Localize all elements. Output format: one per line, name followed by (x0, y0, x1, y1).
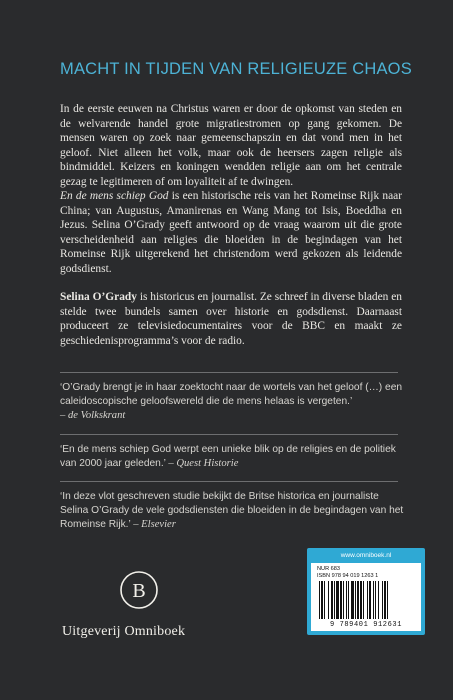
omniboek-logo-icon (118, 569, 160, 611)
barcode-stripe (384, 581, 386, 619)
summary-paragraph (60, 189, 402, 276)
publisher-logo (118, 569, 160, 616)
barcode-stripe (373, 581, 374, 619)
quote-source: – Elsevier (133, 519, 176, 530)
barcode-stripe (382, 581, 383, 619)
quote-source: – Quest Historie (168, 458, 239, 469)
divider (60, 372, 398, 373)
barcode-stripe (375, 581, 376, 619)
back-cover-text (60, 102, 402, 348)
book-title-italic: En de mens schiep God (60, 190, 169, 202)
divider (60, 434, 398, 435)
summary-text: is een historische reis van het Romeinse Rijk naar China; van Augustus, Amanirenas en Wang Mang tot Isis, Boeddha en Jezus. Selina O’Grady geeft antwoord op de vraag waarom uit die grote verscheidenheid aan religies die bloeiden in de begindagen van het Romeinse Rijk uitgerekend het christendom werd gekozen als leidende godsdienst. (60, 190, 402, 275)
barcode-stripe (357, 581, 359, 619)
barcode-stripe (343, 581, 344, 619)
barcode-stripe (340, 581, 342, 619)
barcode-stripe (324, 581, 325, 619)
author-name: Selina O’Grady (60, 291, 137, 303)
quote-text: ‘In deze vlot geschreven studie bekijkt de Britse historica en journaliste Selina O’Grady de vele godsdiensten die bloeiden in de begindagen van het Romeinse Rijk.’ (60, 491, 404, 530)
publisher-url: www.omniboek.nl (340, 552, 392, 559)
review-quote-1 (60, 381, 405, 423)
barcode-stripe (369, 581, 371, 619)
barcode-stripe (336, 581, 339, 619)
barcode-digits: 9 789401 912631 (329, 621, 402, 629)
barcode-bars (317, 581, 415, 619)
quote-source: – de Volkskrant (60, 410, 126, 421)
barcode-stripe (378, 581, 379, 619)
barcode-stripe (355, 581, 356, 619)
barcode-stripe (360, 581, 362, 619)
barcode-stripe (334, 581, 335, 619)
barcode-stripe (346, 581, 347, 619)
barcode-panel (307, 548, 425, 635)
barcode-stripe (328, 581, 329, 619)
intro-paragraph: In de eerste eeuwen na Christus waren er door de opkomst van steden en de welvarende handel grote migratiestromen op gang gekomen. De mensen waren op zoek naar gemeenschapszin en dat vond men in het geloof. Niet alleen het volk, maar ook de heersers zagen religie als bindmiddel. Keizers en koningen wendden religie aan om het centrale gezag te legitimeren of om loyaliteit af te dwingen. (60, 103, 402, 188)
barcode-stripe (348, 581, 349, 619)
review-quote-2 (60, 443, 405, 471)
headline: MACHT IN TIJDEN VAN RELIGIEUZE CHAOS (60, 60, 412, 78)
svg-text:B: B (132, 580, 146, 602)
barcode-stripe (363, 581, 364, 619)
review-quote-3 (60, 490, 405, 532)
barcode-stripe (367, 581, 368, 619)
barcode-stripe (319, 581, 320, 619)
barcode-stripe (321, 581, 323, 619)
author-paragraph (60, 290, 402, 348)
barcode-stripe (331, 581, 333, 619)
barcode-stripe (351, 581, 354, 619)
isbn-code: ISBN 978 94 019 1263 1 (317, 573, 379, 579)
barcode-stripe (387, 581, 388, 619)
divider (60, 481, 398, 482)
publisher-name: Uitgeverij Omniboek (62, 624, 186, 639)
barcode-label (311, 563, 421, 631)
quote-text: ‘En de mens schiep God werpt een unieke blik op de religies en de politiek van 2000 jaar geleden.’ (60, 444, 396, 469)
nur-code: NUR 683 (317, 566, 341, 572)
quote-text: ‘O’Grady brengt je in haar zoektocht naar de wortels van het geloof (…) een caleidoscopische geloofswereld die de mens helaas is vergeten.’ (60, 382, 403, 407)
author-bio: is historicus en journalist. Ze schreef in diverse bladen en stelde twee bundels samen over historie en godsdienst. Daarnaast produceert ze televisiedocumentaires voor de BBC en maakt ze geschiedenisprogramma’s voor de radio. (60, 291, 402, 347)
